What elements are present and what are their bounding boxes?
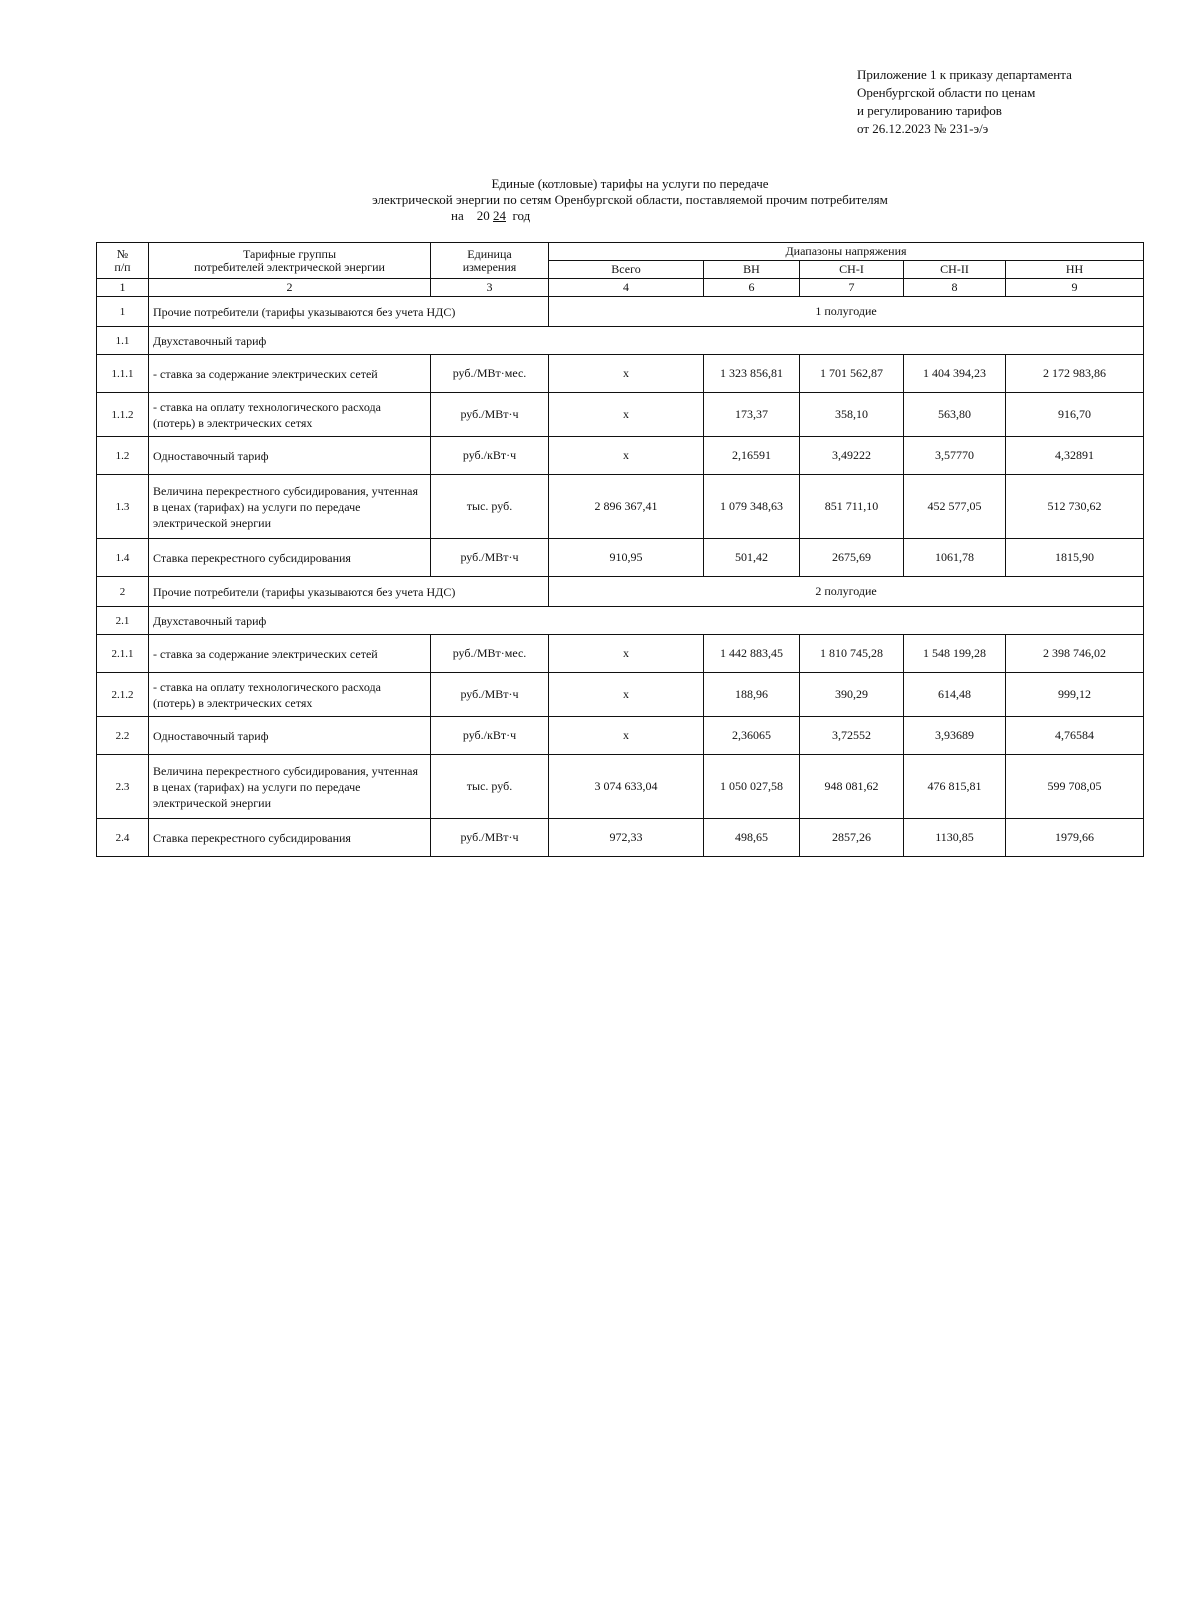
unit-cell: руб./МВт·ч [431,819,549,857]
row-name: Прочие потребители (тарифы указываются без учета НДС) [149,297,549,327]
sn2-cell: 1 548 199,28 [904,635,1006,673]
sn1-cell: 3,72552 [800,717,904,755]
col-number: 3 [431,279,549,297]
appendix-reference [857,66,1072,138]
vn-cell: 1 050 027,58 [704,755,800,819]
nn-cell: 2 398 746,02 [1006,635,1144,673]
col-number: 6 [704,279,800,297]
sn2-cell: 3,57770 [904,437,1006,475]
sn2-cell: 563,80 [904,393,1006,437]
sn2-cell: 1130,85 [904,819,1006,857]
total-cell: х [549,355,704,393]
appendix-line: и регулированию тарифов [857,103,1002,118]
total-cell: 972,33 [549,819,704,857]
sn1-cell: 851 711,10 [800,475,904,539]
row-number: 2.1.1 [97,635,149,673]
sn2-cell: 1061,78 [904,539,1006,577]
header-ranges: Диапазоны напряжения [549,243,1144,261]
sn2-cell: 1 404 394,23 [904,355,1006,393]
period-label: 1 полугодие [549,297,1144,327]
section-row [97,577,1144,607]
sn1-cell: 390,29 [800,673,904,717]
header-sn2: СН-II [904,261,1006,279]
nn-cell: 4,32891 [1006,437,1144,475]
tariff-table-body [97,243,1144,857]
total-cell: 3 074 633,04 [549,755,704,819]
table-row [97,539,1144,577]
subheading-row [97,327,1144,355]
sn2-cell: 614,48 [904,673,1006,717]
sn1-cell: 2857,26 [800,819,904,857]
header-vn: ВН [704,261,800,279]
subheading-row [97,607,1144,635]
vn-cell: 1 442 883,45 [704,635,800,673]
row-name: - ставка за содержание электрических сетей [149,635,431,673]
row-number: 1.2 [97,437,149,475]
table-row [97,673,1144,717]
row-number: 1.1.1 [97,355,149,393]
header-unit: Единица измерения [431,243,549,279]
col-number: 1 [97,279,149,297]
table-row [97,755,1144,819]
header-total: Всего [549,261,704,279]
year-prefix: на [451,208,464,223]
column-numbers-row [97,279,1144,297]
sn1-cell: 2675,69 [800,539,904,577]
year-century: 20 [476,208,490,223]
table-row [97,819,1144,857]
appendix-line: Оренбургской области по ценам [857,85,1036,100]
row-name: - ставка за содержание электрических сетей [149,355,431,393]
vn-cell: 2,16591 [704,437,800,475]
row-number: 2.4 [97,819,149,857]
table-row [97,437,1144,475]
row-number: 1.1 [97,327,149,355]
vn-cell: 173,37 [704,393,800,437]
header-num: № п/п [97,243,149,279]
row-name: Одноставочный тариф [149,437,431,475]
title-year-line [280,208,980,224]
nn-cell: 2 172 983,86 [1006,355,1144,393]
vn-cell: 1 323 856,81 [704,355,800,393]
nn-cell: 1979,66 [1006,819,1144,857]
row-name: Ставка перекрестного субсидирования [149,819,431,857]
vn-cell: 498,65 [704,819,800,857]
unit-cell: руб./МВт·мес. [431,635,549,673]
sn1-cell: 948 081,62 [800,755,904,819]
unit-cell: руб./кВт·ч [431,717,549,755]
header-sn1: СН-I [800,261,904,279]
col-number: 7 [800,279,904,297]
appendix-line: от 26.12.2023 № 231-э/э [857,121,989,136]
row-name: Ставка перекрестного субсидирования [149,539,431,577]
unit-cell: руб./МВт·ч [431,393,549,437]
header-nn: НН [1006,261,1144,279]
unit-cell: тыс. руб. [431,755,549,819]
total-cell: х [549,437,704,475]
col-number: 9 [1006,279,1144,297]
row-name: Двухставочный тариф [149,607,1144,635]
nn-cell: 4,76584 [1006,717,1144,755]
header-row-1 [97,243,1144,261]
unit-cell: руб./МВт·ч [431,539,549,577]
row-name: Двухставочный тариф [149,327,1144,355]
row-number: 2.3 [97,755,149,819]
table-row [97,475,1144,539]
col-number: 2 [149,279,431,297]
row-number: 1.1.2 [97,393,149,437]
table-row [97,393,1144,437]
vn-cell: 188,96 [704,673,800,717]
col-number: 8 [904,279,1006,297]
unit-cell: руб./кВт·ч [431,437,549,475]
row-name: Величина перекрестного субсидирования, учтенная в ценах (тарифах) на услуги по передаче электрической энергии [149,475,431,539]
total-cell: х [549,717,704,755]
table-row [97,635,1144,673]
sn2-cell: 476 815,81 [904,755,1006,819]
table-row [97,355,1144,393]
total-cell: х [549,673,704,717]
total-cell: 910,95 [549,539,704,577]
sn2-cell: 3,93689 [904,717,1006,755]
sn1-cell: 1 810 745,28 [800,635,904,673]
section-row [97,297,1144,327]
row-name: - ставка на оплату технологического расхода (потерь) в электрических сетях [149,393,431,437]
sn2-cell: 452 577,05 [904,475,1006,539]
nn-cell: 999,12 [1006,673,1144,717]
year-word: год [512,208,531,223]
vn-cell: 501,42 [704,539,800,577]
header-groups: Тарифные группы потребителей электрической энергии [149,243,431,279]
title-line-1: Единые (котловые) тарифы на услуги по передаче [491,176,769,191]
col-number: 4 [549,279,704,297]
row-name: Прочие потребители (тарифы указываются без учета НДС) [149,577,549,607]
total-cell: х [549,635,704,673]
nn-cell: 599 708,05 [1006,755,1144,819]
appendix-line: Приложение 1 к приказу департамента [857,67,1072,82]
unit-cell: руб./МВт·мес. [431,355,549,393]
sn1-cell: 358,10 [800,393,904,437]
total-cell: 2 896 367,41 [549,475,704,539]
title-line-2: электрической энергии по сетям Оренбургской области, поставляемой прочим потребителям [372,192,888,207]
row-number: 1 [97,297,149,327]
vn-cell: 2,36065 [704,717,800,755]
sn1-cell: 3,49222 [800,437,904,475]
year-suffix: 24 [492,208,506,223]
row-number: 1.3 [97,475,149,539]
unit-cell: руб./МВт·ч [431,673,549,717]
vn-cell: 1 079 348,63 [704,475,800,539]
unit-cell: тыс. руб. [431,475,549,539]
document-title [280,176,980,224]
row-number: 2.1.2 [97,673,149,717]
tariff-table [96,242,1144,857]
row-number: 1.4 [97,539,149,577]
row-number: 2.2 [97,717,149,755]
row-number: 2.1 [97,607,149,635]
row-number: 2 [97,577,149,607]
row-name: - ставка на оплату технологического расхода (потерь) в электрических сетях [149,673,431,717]
period-label: 2 полугодие [549,577,1144,607]
nn-cell: 916,70 [1006,393,1144,437]
sn1-cell: 1 701 562,87 [800,355,904,393]
row-name: Величина перекрестного субсидирования, учтенная в ценах (тарифах) на услуги по передаче электрической энергии [149,755,431,819]
row-name: Одноставочный тариф [149,717,431,755]
nn-cell: 1815,90 [1006,539,1144,577]
table-row [97,717,1144,755]
nn-cell: 512 730,62 [1006,475,1144,539]
total-cell: х [549,393,704,437]
